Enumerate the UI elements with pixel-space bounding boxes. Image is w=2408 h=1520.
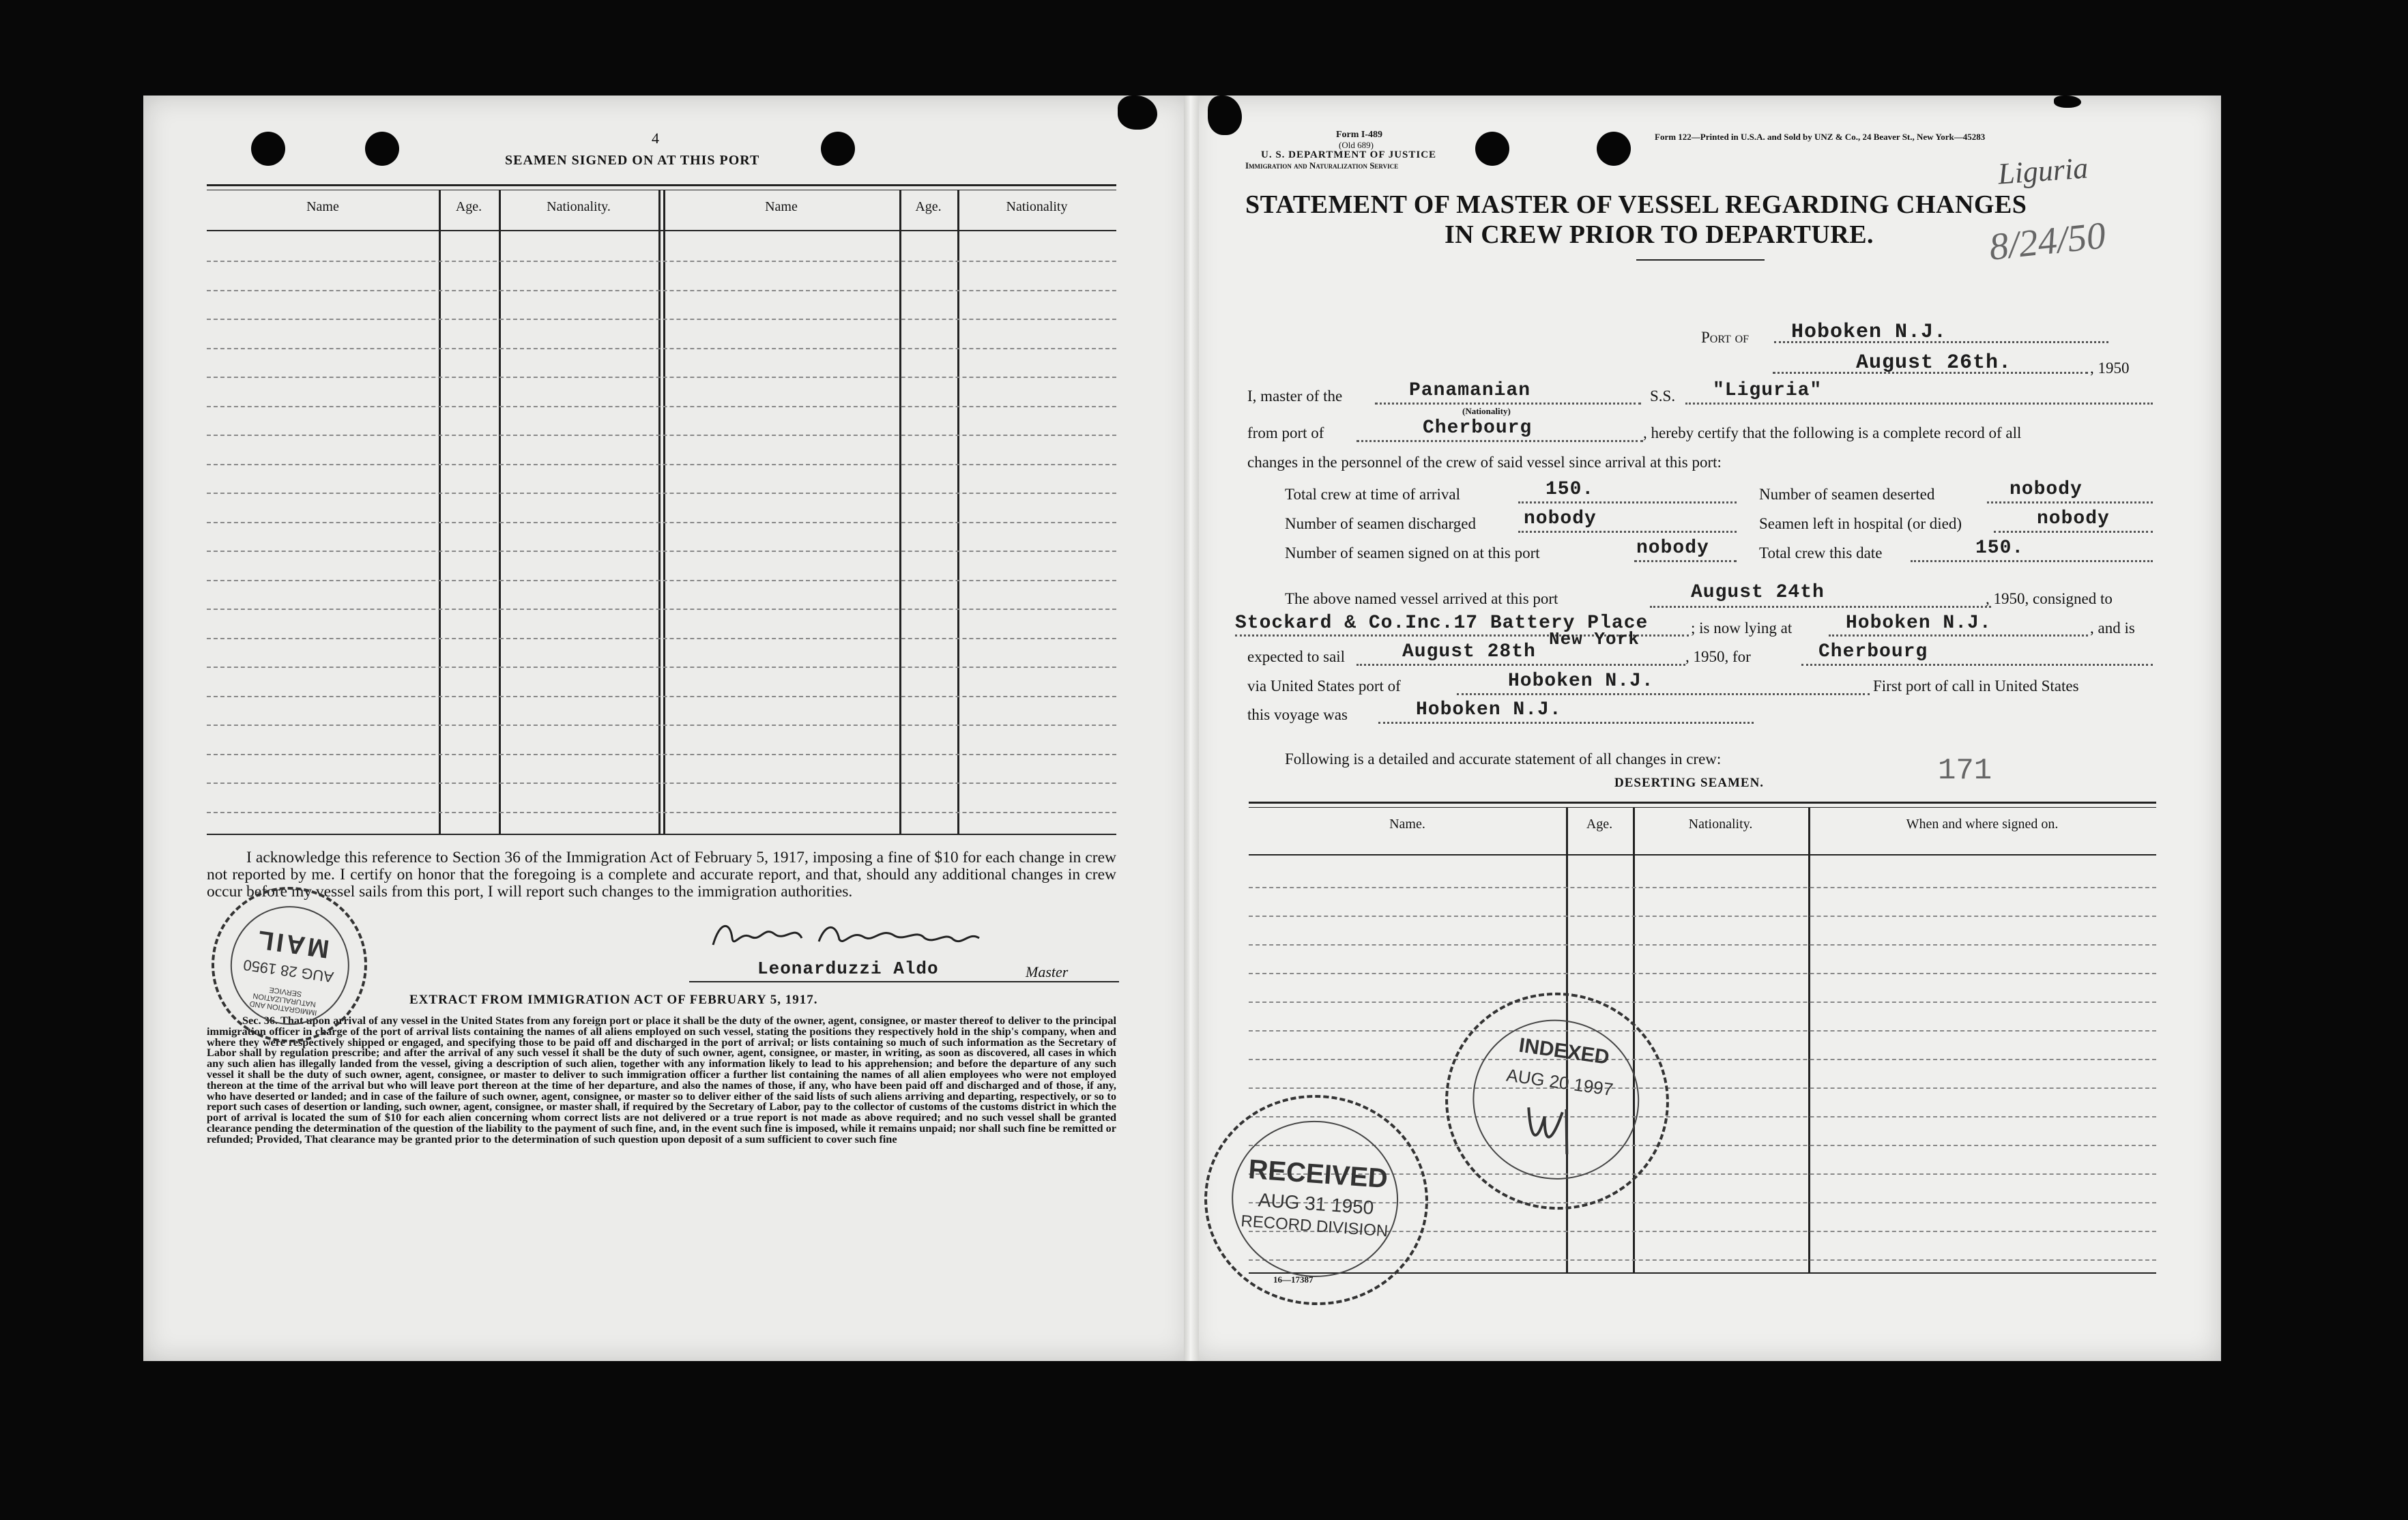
consignee-value: Stockard & Co.Inc.17 Battery Place: [1235, 613, 1649, 634]
indexed-stamp-date: AUG 20 1997: [1505, 1064, 1614, 1100]
ruled-row: [207, 696, 1116, 697]
arrived-line: [1650, 606, 1991, 608]
handwritten-ship-name: Liguria: [1997, 151, 2089, 191]
extract-text: Sec. 36. That upon arrival of any vessel in the United States from any foreign port or place it shall be the duty of the owner, agent, consignee, or master thereof to deliver to the principal immigration officer in charge of the port of arrival lists containing the names of all aliens employed on such vessel, stating the positions they respectively hold in the ship's company, when and where they were respectively shipped or engaged, and specifying those to be paid off and discharged in the port of arrival; or lists containing so much of such information as the Secretary of Labor shall by regulation prescribe; and after the arrival of any such vessel it shall be the duty of such owner, agent, consignee, or master, in writing, as soon as discovered, all cases in which any such alien has illegally landed from the vessel, giving a description of such alien, together with any information likely to lead to his apprehension; and before the departure of any such vessel it shall be the duty of such owner, agent, consignee, or master to deliver to such immigration officer a further list containing the names of all alien employees who were not employed thereon at the time of the arrival but who will leave port thereon at the time of her departure, and also the names of those, if any, who have been paid off and discharged and of those, if any, who have deserted or landed; and in case of the failure of such owner, agent, consignee, or master so to deliver either of the said lists of such aliens arriving and departing, respectively, or so to report such cases of desertion or landing, such owner, agent, consignee, or master shall, if required by the Secretary of Labor, pay to the collector of customs of the customs district in which the port of arrival is located the sum of $10 for each alien concerning whom correct lists are not delivered or a true report is not made as above required; and no such vessel shall be granted clearance pending the determination of the question of the liability to the payment of such fine, and, in the event such fine is imposed, while it remains unpaid; nor shall such fine be remitted or refunded; Provided, That clearance may be granted prior to the determination of such question upon deposit of a sum sufficient to cover such fine: [207, 1014, 1116, 1145]
from-port-value: Cherbourg: [1423, 418, 1533, 439]
lying-line: [1829, 634, 2088, 637]
deserting-header-age: Age.: [1586, 817, 1613, 832]
ruled-row: [207, 348, 1116, 349]
ruled-row: [1249, 1087, 2156, 1089]
signed-on-value: nobody: [1636, 538, 1709, 559]
ruled-row: [207, 406, 1116, 407]
total-crew-arrival-value: 150.: [1546, 479, 1595, 500]
column-header-nationality: Nationality.: [547, 199, 611, 214]
changes-text: changes in the personnel of the crew of said vessel since arrival at this port:: [1247, 454, 1722, 471]
expected-label: expected to sail: [1247, 648, 1346, 665]
received-stamp-date: AUG 31 1950: [1257, 1189, 1375, 1218]
ruled-row: [1249, 1059, 2156, 1060]
punch-hole: [365, 132, 399, 166]
port-of-label: Port of: [1701, 329, 1750, 346]
punch-hole: [1475, 132, 1509, 166]
form-title-line-2: IN CREW PRIOR TO DEPARTURE.: [1445, 220, 1874, 249]
ruled-row: [1249, 887, 2156, 888]
total-crew-arrival-line: [1518, 501, 1737, 503]
ruled-row: [207, 522, 1116, 523]
page-number: 4: [652, 130, 659, 147]
ruled-row: [207, 754, 1116, 755]
discharged-label: Number of seamen discharged: [1285, 515, 1476, 532]
ruled-row: [207, 377, 1116, 378]
column-header-age: Age.: [915, 199, 942, 214]
expected-year: , 1950, for: [1685, 648, 1751, 665]
footer-code: 16—17387: [1273, 1274, 1314, 1285]
master-of-label: I, master of the: [1247, 388, 1343, 405]
ruled-row: [207, 783, 1116, 784]
department: U. S. DEPARTMENT OF JUSTICE: [1261, 149, 1437, 160]
arrived-label: The above named vessel arrived at this port: [1285, 590, 1558, 607]
ruled-row: [207, 290, 1116, 291]
form-number: Form I-489: [1336, 130, 1383, 140]
column-divider: [499, 190, 501, 834]
form-old: (Old 689): [1339, 140, 1374, 150]
ruled-row: [207, 812, 1116, 813]
voyage-line: [1378, 722, 1754, 724]
master-title: Master: [1026, 963, 1069, 980]
vessel-line: [1685, 403, 2153, 405]
ruled-row: [207, 464, 1116, 465]
ruled-row: [1249, 1002, 2156, 1003]
deserted-line: [1987, 501, 2153, 503]
service: Immigration and Naturalization Service: [1245, 160, 1399, 171]
destination-line: [1801, 664, 2153, 666]
mail-stamp-date: AUG 28 1950: [242, 956, 335, 986]
deserting-header-nationality: Nationality.: [1688, 817, 1753, 832]
table-bottom-rule: [207, 834, 1116, 835]
handwritten-date: 8/24/50: [1987, 214, 2108, 269]
received-stamp-top: RECEIVED: [1247, 1154, 1389, 1195]
ss-label: S.S.: [1650, 388, 1676, 405]
voyage-value: Hoboken N.J.: [1416, 699, 1562, 720]
via-label: via United States port of: [1247, 677, 1401, 695]
column-header-nationality: Nationality: [1006, 199, 1068, 214]
ruled-row: [207, 435, 1116, 436]
page-fold: [1184, 96, 1199, 1361]
column-header-age: Age.: [455, 199, 482, 214]
column-divider: [658, 190, 661, 834]
total-crew-date-line: [1911, 560, 2153, 562]
discharged-line: [1518, 531, 1737, 533]
ruled-row: [207, 638, 1116, 639]
number-stamp: 171: [1938, 754, 1992, 788]
following-text: Following is a detailed and accurate statement of all changes in crew:: [1285, 750, 1722, 768]
hospital-label: Seamen left in hospital (or died): [1759, 515, 1962, 532]
deserted-value: nobody: [2010, 479, 2083, 500]
table-top-rule: [207, 184, 1116, 186]
acknowledgement-text: I acknowledge this reference to Section 36 of the Immigration Act of February 5, 1917, imposing a fine of $10 for each change in crew not reported by me. I certify on honor that the foregoing is a complete and accurate report, and that, should any additional changes in crew occur before my vessel sails from this port, I will report such changes to the immigration authorities.: [207, 849, 1116, 901]
signed-on-label: Number of seamen signed on at this port: [1285, 544, 1540, 561]
mail-stamp-top: MAIL: [253, 924, 332, 963]
ruled-row: [1249, 973, 2156, 974]
total-crew-arrival-label: Total crew at time of arrival: [1285, 486, 1461, 503]
column-header-name: Name: [765, 199, 798, 214]
printer-note: Form 122—Printed in U.S.A. and Sold by UNZ & Co., 24 Beaver St., New York—45283: [1655, 132, 1986, 142]
deserting-header-rule: [1249, 854, 2156, 856]
table-header-rule: [207, 230, 1116, 231]
column-divider: [439, 190, 441, 834]
voyage-label: this voyage was: [1247, 706, 1348, 723]
from-port-line: [1357, 440, 1643, 442]
deserting-header-name: Name.: [1389, 817, 1425, 832]
ruled-row: [1249, 916, 2156, 917]
lying-label: ; is now lying at: [1691, 619, 1793, 637]
master-name: Leonarduzzi Aldo: [757, 959, 939, 979]
lying-value: Hoboken N.J.: [1846, 613, 1992, 634]
ruled-row: [1249, 944, 2156, 946]
date-year: , 1950: [2090, 360, 2130, 377]
ruled-row: [207, 667, 1116, 668]
deserting-top-rule: [1249, 807, 2156, 808]
signed-on-line: [1634, 560, 1737, 562]
expected-line: [1357, 664, 1685, 666]
hospital-line: [1994, 531, 2153, 533]
hospital-value: nobody: [2037, 508, 2110, 529]
ruled-row: [1249, 1030, 2156, 1032]
left-page: [143, 96, 1191, 1361]
ruled-row: [207, 609, 1116, 610]
destination-value: Cherbourg: [1818, 641, 1928, 662]
deserting-title: DESERTING SEAMEN.: [1614, 776, 1765, 790]
indexed-stamp-initials: [1515, 1093, 1592, 1163]
certify-text: , hereby certify that the following is a complete record of all: [1643, 424, 2022, 441]
consignee-city: New York: [1549, 629, 1640, 649]
and-is: , and is: [2090, 619, 2135, 637]
vessel-name: "Liguria": [1713, 380, 1823, 401]
discharged-value: nobody: [1524, 508, 1597, 529]
ruled-row: [207, 493, 1116, 494]
expected-value: August 28th: [1402, 641, 1536, 662]
ruled-row: [207, 580, 1116, 581]
column-header-name: Name: [306, 199, 339, 214]
section-title: SEAMEN SIGNED ON AT THIS PORT: [505, 153, 760, 168]
date-value: August 26th.: [1856, 351, 2012, 375]
deserting-top-rule: [1249, 802, 2156, 804]
nationality-line: [1375, 403, 1641, 405]
port-of-value: Hoboken N.J.: [1791, 321, 1947, 344]
form-title-line-1: STATEMENT OF MASTER OF VESSEL REGARDING CHANGES: [1245, 190, 2027, 219]
total-crew-date-label: Total crew this date: [1759, 544, 1883, 561]
mail-stamp-sub: IMMIGRATION AND NATURALIZATION SERVICE: [249, 985, 318, 1017]
first-port-label: First port of call in United States: [1873, 677, 2079, 695]
total-crew-date-value: 150.: [1975, 538, 2025, 559]
column-divider: [899, 190, 901, 834]
via-line: [1457, 693, 1870, 695]
page-tear: [2054, 96, 2081, 108]
punch-hole: [821, 132, 855, 166]
nationality-caption: (Nationality): [1462, 406, 1511, 416]
ruled-row: [207, 725, 1116, 726]
deserted-label: Number of seamen deserted: [1759, 486, 1935, 503]
via-value: Hoboken N.J.: [1508, 671, 1654, 692]
nationality-value: Panamanian: [1409, 380, 1531, 401]
indexed-stamp-top: INDEXED: [1517, 1034, 1611, 1069]
deserting-header-signed-on: When and where signed on.: [1906, 817, 2059, 832]
page-tear: [1118, 96, 1157, 130]
title-underline: [1636, 259, 1765, 261]
ruled-row: [207, 551, 1116, 552]
master-signature: [699, 918, 1082, 955]
from-port-label: from port of: [1247, 424, 1324, 441]
column-divider: [663, 190, 665, 834]
ruled-row: [207, 319, 1116, 320]
ruled-row: [207, 261, 1116, 262]
punch-hole: [1597, 132, 1631, 166]
arrived-value: August 24th: [1691, 582, 1825, 603]
arrived-year: , 1950, consigned to: [1986, 590, 2113, 607]
extract-title: EXTRACT FROM IMMIGRATION ACT OF FEBRUARY 5, 1917.: [409, 993, 818, 1007]
column-divider: [957, 190, 959, 834]
punch-hole: [251, 132, 285, 166]
received-stamp-bottom: RECORD DIVISION: [1240, 1212, 1389, 1241]
signature-line: [689, 981, 1119, 982]
